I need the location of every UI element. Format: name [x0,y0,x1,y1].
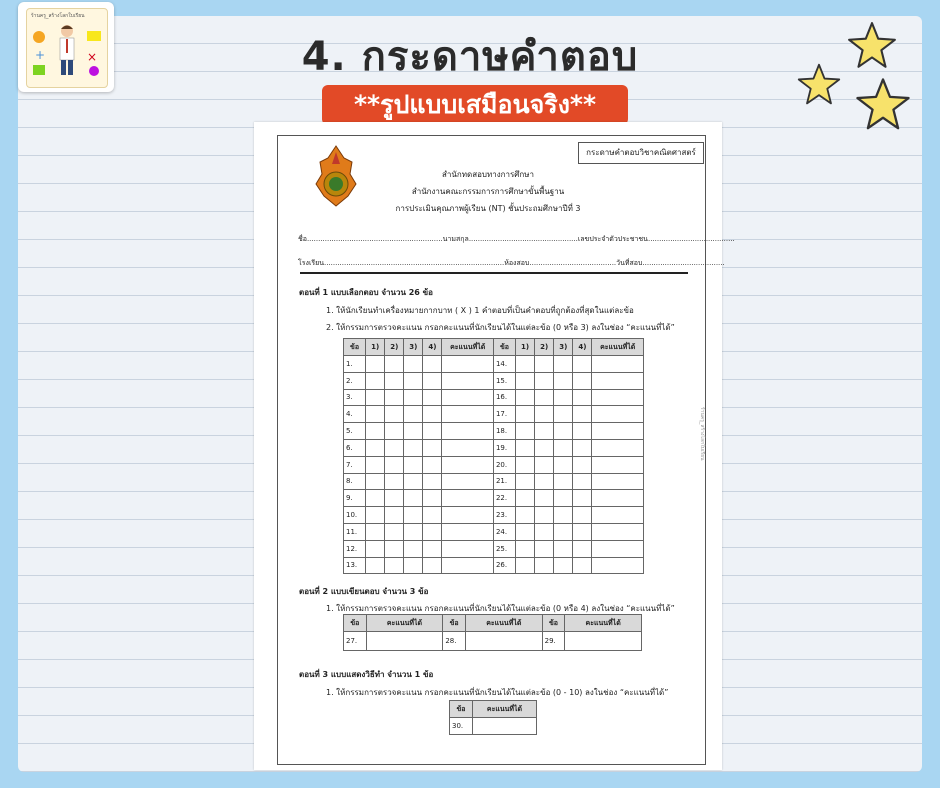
choice-cell[interactable] [423,473,442,490]
choice-cell[interactable] [423,523,442,540]
choice-cell[interactable] [366,507,385,524]
choice-cell[interactable] [366,490,385,507]
item-number: 24. [493,523,515,540]
choice-cell[interactable] [554,423,573,440]
table-row [450,718,537,735]
choice-cell[interactable] [516,490,535,507]
choice-cell[interactable] [535,406,554,423]
col-header: ข้อ [344,339,366,356]
choice-cell[interactable] [366,389,385,406]
item-number: 21. [493,473,515,490]
item-number: 28. [443,632,466,651]
item-number: 30. [450,718,473,735]
item-number: 26. [493,557,515,574]
choice-cell[interactable] [366,473,385,490]
col-header: คะแนนที่ได้ [592,339,644,356]
svg-text:+: + [35,48,46,62]
choice-cell[interactable] [554,406,573,423]
item-number: 5. [344,423,366,440]
table-row [344,456,644,473]
choice-cell[interactable] [573,356,592,373]
choice-cell[interactable] [573,389,592,406]
score-cell[interactable] [442,507,493,524]
choice-cell[interactable] [573,456,592,473]
item-number: 17. [493,406,515,423]
choice-cell[interactable] [554,490,573,507]
choice-cell[interactable] [366,356,385,373]
score-cell[interactable] [442,389,493,406]
choice-cell[interactable] [385,557,404,574]
col-header: คะแนนที่ได้ [565,615,642,632]
score-cell[interactable] [442,406,493,423]
subject-box: กระดาษคำตอบวิชาคณิตศาสตร์ [578,142,704,164]
choice-cell[interactable] [573,423,592,440]
score-cell[interactable] [442,456,493,473]
svg-text:×: × [87,50,98,64]
choice-cell[interactable] [516,372,535,389]
part3-title: ตอนที่ 3 แบบแสดงวิธีทำ จำนวน 1 ข้อ [299,670,434,679]
table-header-row [344,615,642,632]
score-cell[interactable] [592,423,644,440]
choice-cell[interactable] [516,456,535,473]
item-number: 18. [493,423,515,440]
item-number: 19. [493,439,515,456]
col-header: ข้อ [450,701,473,718]
choice-cell[interactable] [366,456,385,473]
item-number: 14. [493,356,515,373]
choice-cell[interactable] [385,540,404,557]
choice-cell[interactable] [404,372,423,389]
choice-cell[interactable] [573,439,592,456]
header-rule [300,272,688,274]
part1-instruction-2: 2. ให้กรรมการตรวจคะแนน กรอกคะแนนที่นักเรียนได้ในแต่ละข้อ (0 หรือ 3) ลงในช่อง “คะแนนที่ได้” [326,323,675,332]
part3-instruction: 1. ให้กรรมการตรวจคะแนน กรอกคะแนนที่นักเรียนได้ในแต่ละข้อ (0 - 10) ลงในช่อง “คะแนนที่ได้” [326,688,669,697]
col-header: 2) [385,339,404,356]
school-line: โรงเรียน.................................................................................ห้องสอบ.......................................วันที่สอบ..................................... [298,259,725,267]
score-cell[interactable] [592,473,644,490]
item-number: 10. [344,507,366,524]
score-cell[interactable] [592,540,644,557]
name-line: ชื่อ.............................................................นามสกุล.................................................เลขประจำตัวประชาชน....................................... [298,235,735,243]
col-header: คะแนนที่ได้ [442,339,493,356]
col-header: 3) [554,339,573,356]
subtitle-banner [322,85,628,125]
choice-cell[interactable] [423,490,442,507]
choice-cell[interactable] [535,456,554,473]
table-row [344,540,644,557]
choice-cell[interactable] [366,523,385,540]
choice-cell[interactable] [535,389,554,406]
score-cell[interactable] [366,632,443,651]
choice-cell[interactable] [554,439,573,456]
item-number: 12. [344,540,366,557]
choice-cell[interactable] [516,473,535,490]
choice-cell[interactable] [423,540,442,557]
col-header: คะแนนที่ได้ [465,615,542,632]
choice-cell[interactable] [535,439,554,456]
col-header: คะแนนที่ได้ [473,701,537,718]
choice-cell[interactable] [554,372,573,389]
score-cell[interactable] [442,356,493,373]
table-row [344,507,644,524]
choice-cell[interactable] [573,406,592,423]
choice-cell[interactable] [366,557,385,574]
table-header-row [450,701,537,718]
choice-cell[interactable] [535,473,554,490]
choice-cell[interactable] [573,540,592,557]
score-cell[interactable] [442,540,493,557]
page-title: 4. กระดาษคำตอบ [301,34,639,80]
choice-cell[interactable] [535,557,554,574]
choice-cell[interactable] [554,507,573,524]
subtitle-text: **รูปแบบเสมือนจริง** [353,90,597,119]
table-row [344,372,644,389]
table-row [344,523,644,540]
item-number: 16. [493,389,515,406]
choice-cell[interactable] [404,439,423,456]
score-cell[interactable] [592,389,644,406]
col-header: 2) [535,339,554,356]
choice-cell[interactable] [423,372,442,389]
choice-cell[interactable] [554,540,573,557]
col-header: คะแนนที่ได้ [366,615,443,632]
choice-cell[interactable] [423,439,442,456]
item-number: 15. [493,372,515,389]
choice-cell[interactable] [535,540,554,557]
choice-cell[interactable] [554,389,573,406]
table-row [344,439,644,456]
choice-cell[interactable] [366,372,385,389]
table-row [344,557,644,574]
item-number: 4. [344,406,366,423]
choice-cell[interactable] [385,523,404,540]
logo-text: ร้านครู_สร้างโลกใบเรียน [31,13,85,19]
table-row [344,490,644,507]
choice-cell[interactable] [385,372,404,389]
side-watermark: ร้านครู_สร้างโลกใบเรียน [699,407,705,461]
col-header: ข้อ [493,339,515,356]
choice-cell[interactable] [385,473,404,490]
choice-cell[interactable] [573,473,592,490]
table-header-row [344,339,644,356]
choice-cell[interactable] [516,423,535,440]
table-row [344,423,644,440]
item-number: 8. [344,473,366,490]
choice-cell[interactable] [573,523,592,540]
choice-cell[interactable] [385,490,404,507]
choice-cell[interactable] [535,507,554,524]
part1-instruction-1: 1. ให้นักเรียนทำเครื่องหมายกากบาท ( X ) 1 คำตอบที่เป็นคำตอบที่ถูกต้องที่สุดในแต่ละข้อ [326,306,634,315]
score-cell[interactable] [592,406,644,423]
choice-cell[interactable] [535,490,554,507]
choice-cell[interactable] [516,439,535,456]
org-line-1: สำนักทดสอบทางการศึกษา [442,170,534,179]
choice-cell[interactable] [423,356,442,373]
score-cell[interactable] [592,523,644,540]
choice-cell[interactable] [535,356,554,373]
table-row [344,406,644,423]
answer-sheet [254,122,735,770]
table-row [344,389,644,406]
choice-cell[interactable] [516,406,535,423]
item-number: 7. [344,456,366,473]
choice-cell[interactable] [423,423,442,440]
choice-cell[interactable] [573,490,592,507]
choice-cell[interactable] [385,389,404,406]
score-cell[interactable] [592,557,644,574]
choice-cell[interactable] [404,423,423,440]
choice-cell[interactable] [366,423,385,440]
col-header: 1) [516,339,535,356]
choice-cell[interactable] [516,507,535,524]
part2-title: ตอนที่ 2 แบบเขียนตอบ จำนวน 3 ข้อ [299,587,429,596]
part1-title: ตอนที่ 1 แบบเลือกตอบ จำนวน 26 ข้อ [299,288,433,297]
org-line-3: การประเมินคุณภาพผู้เรียน (NT) ชั้นประถมศึกษาปีที่ 3 [395,204,581,213]
choice-cell[interactable] [535,423,554,440]
choice-cell[interactable] [423,507,442,524]
choice-cell[interactable] [573,372,592,389]
score-cell[interactable] [592,356,644,373]
col-header: ข้อ [443,615,466,632]
choice-cell[interactable] [423,456,442,473]
col-header: 3) [404,339,423,356]
choice-cell[interactable] [385,406,404,423]
star-icon [854,76,912,134]
score-cell[interactable] [442,439,493,456]
choice-cell[interactable] [404,557,423,574]
table-row [344,356,644,373]
table-row [344,632,642,651]
score-cell[interactable] [442,523,493,540]
item-number: 3. [344,389,366,406]
score-cell[interactable] [565,632,642,651]
choice-cell[interactable] [385,439,404,456]
choice-cell[interactable] [404,490,423,507]
item-number: 27. [344,632,367,651]
col-header: ข้อ [542,615,565,632]
choice-cell[interactable] [535,372,554,389]
part2-answer-table [343,614,642,651]
table-row [344,473,644,490]
item-number: 29. [542,632,565,651]
star-icon [796,62,842,108]
score-cell[interactable] [592,372,644,389]
score-cell[interactable] [592,507,644,524]
choice-cell[interactable] [385,507,404,524]
score-cell[interactable] [442,423,493,440]
choice-cell[interactable] [404,540,423,557]
score-cell[interactable] [442,490,493,507]
choice-cell[interactable] [404,356,423,373]
score-cell[interactable] [442,372,493,389]
col-header: 4) [423,339,442,356]
choice-cell[interactable] [573,557,592,574]
choice-cell[interactable] [385,356,404,373]
item-number: 1. [344,356,366,373]
choice-cell[interactable] [404,456,423,473]
part1-answer-table [343,338,644,574]
choice-cell[interactable] [535,523,554,540]
choice-cell[interactable] [366,540,385,557]
choice-cell[interactable] [366,439,385,456]
choice-cell[interactable] [404,523,423,540]
choice-cell[interactable] [573,507,592,524]
org-line-2: สำนักงานคณะกรรมการการศึกษาขั้นพื้นฐาน [411,187,565,196]
item-number: 20. [493,456,515,473]
choice-cell[interactable] [554,456,573,473]
choice-cell[interactable] [554,523,573,540]
item-number: 22. [493,490,515,507]
choice-cell[interactable] [366,406,385,423]
col-header: 1) [366,339,385,356]
choice-cell[interactable] [404,406,423,423]
score-cell[interactable] [592,439,644,456]
choice-cell[interactable] [404,389,423,406]
score-cell[interactable] [442,557,493,574]
choice-cell[interactable] [554,473,573,490]
score-cell[interactable] [465,632,542,651]
item-number: 23. [493,507,515,524]
score-cell[interactable] [592,456,644,473]
score-cell[interactable] [442,473,493,490]
choice-cell[interactable] [516,389,535,406]
choice-cell[interactable] [404,473,423,490]
item-number: 9. [344,490,366,507]
col-header: ข้อ [344,615,367,632]
choice-cell[interactable] [516,523,535,540]
choice-cell[interactable] [554,557,573,574]
choice-cell[interactable] [423,406,442,423]
star-icon [846,20,898,72]
item-number: 11. [344,523,366,540]
part2-instruction: 1. ให้กรรมการตรวจคะแนน กรอกคะแนนที่นักเรียนได้ในแต่ละข้อ (0 หรือ 4) ลงในช่อง “คะแนนที่ได้” [326,604,675,613]
choice-cell[interactable] [516,540,535,557]
part3-answer-table [449,700,537,735]
item-number: 2. [344,372,366,389]
choice-cell[interactable] [385,423,404,440]
choice-cell[interactable] [423,389,442,406]
choice-cell[interactable] [554,356,573,373]
choice-cell[interactable] [516,557,535,574]
item-number: 13. [344,557,366,574]
score-cell[interactable] [473,718,537,735]
item-number: 6. [344,439,366,456]
choice-cell[interactable] [423,557,442,574]
choice-cell[interactable] [516,356,535,373]
item-number: 25. [493,540,515,557]
col-header: 4) [573,339,592,356]
choice-cell[interactable] [385,456,404,473]
choice-cell[interactable] [404,507,423,524]
score-cell[interactable] [592,490,644,507]
